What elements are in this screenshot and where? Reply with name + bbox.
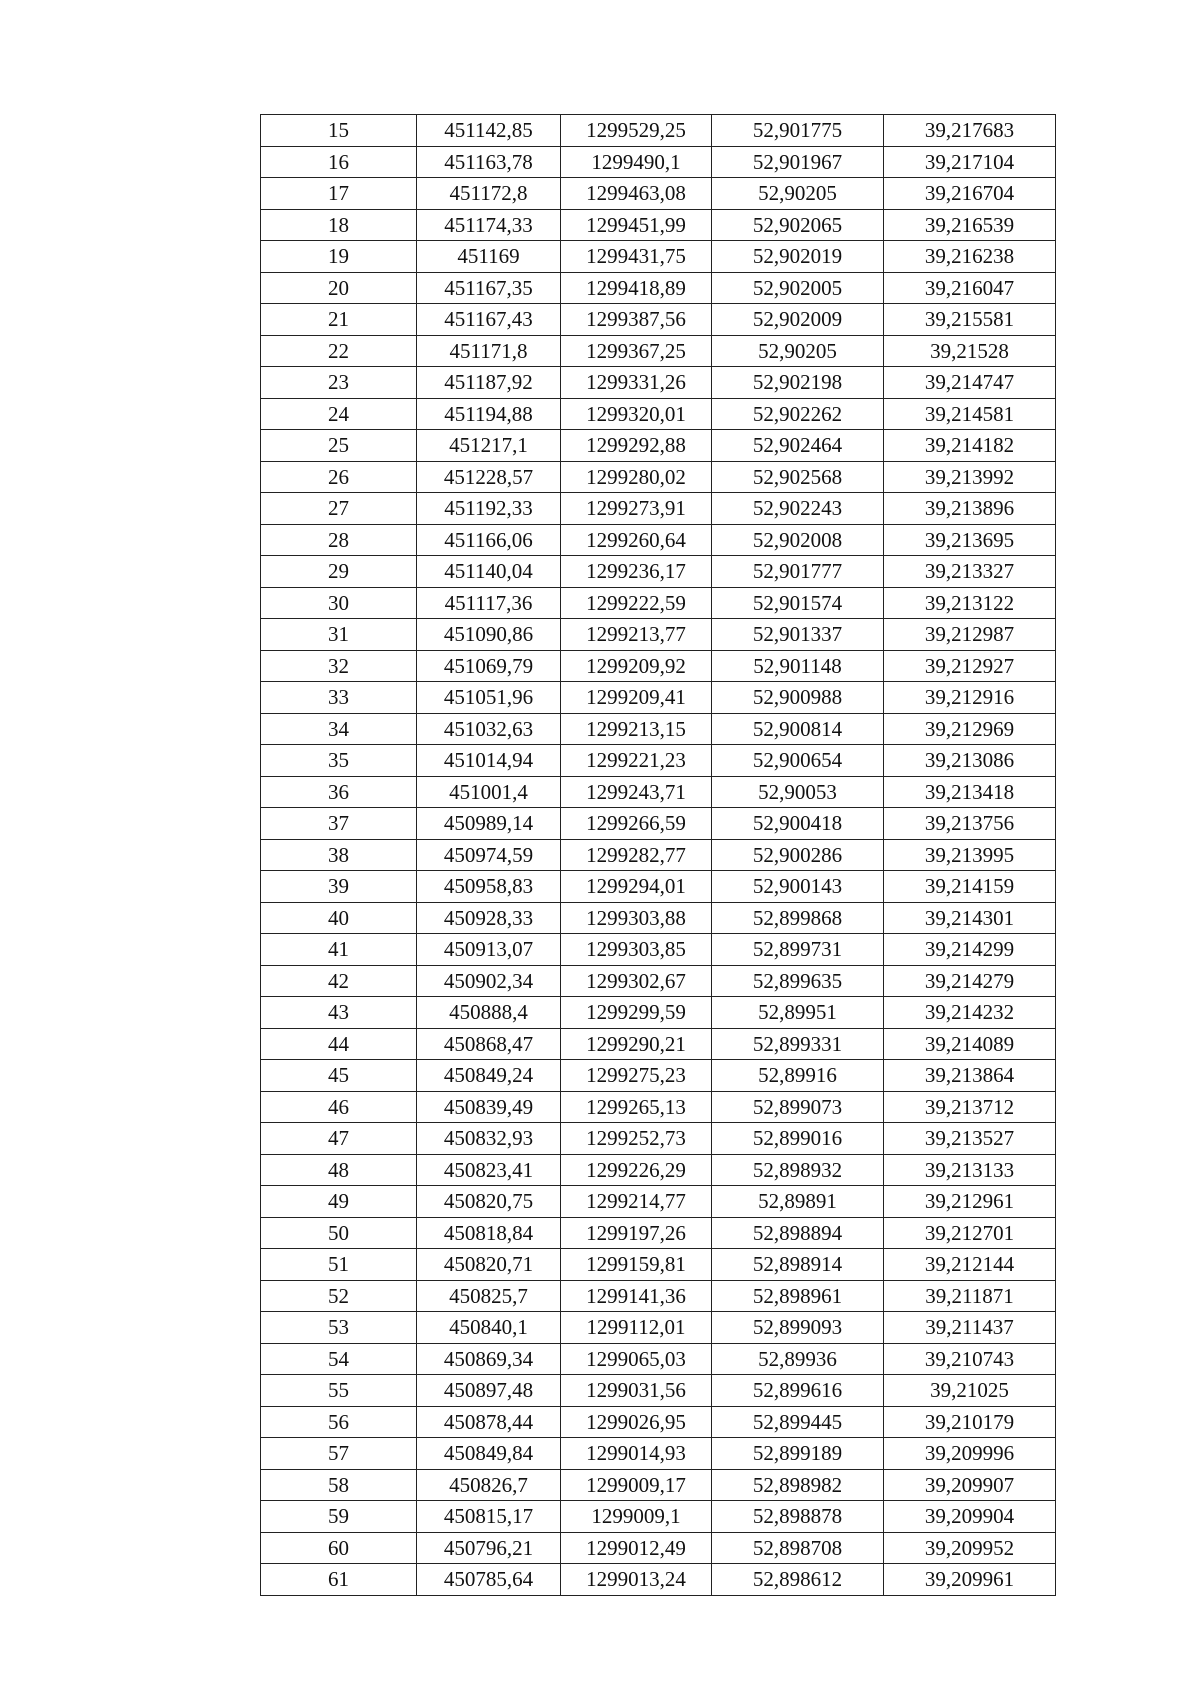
x-coordinate-cell: 451169 xyxy=(417,241,561,273)
y-coordinate-cell: 1299282,77 xyxy=(561,839,712,871)
longitude-cell: 39,214089 xyxy=(884,1028,1056,1060)
table-row xyxy=(261,619,1056,651)
point-number-cell: 44 xyxy=(261,1028,417,1060)
x-coordinate-cell: 450832,93 xyxy=(417,1123,561,1155)
longitude-cell: 39,211437 xyxy=(884,1312,1056,1344)
latitude-cell: 52,89951 xyxy=(712,997,884,1029)
point-number-cell: 59 xyxy=(261,1501,417,1533)
table-row xyxy=(261,1564,1056,1596)
table-row xyxy=(261,713,1056,745)
table-row xyxy=(261,1154,1056,1186)
y-coordinate-cell: 1299331,26 xyxy=(561,367,712,399)
y-coordinate-cell: 1299280,02 xyxy=(561,461,712,493)
x-coordinate-cell: 450902,34 xyxy=(417,965,561,997)
longitude-cell: 39,212144 xyxy=(884,1249,1056,1281)
point-number-cell: 26 xyxy=(261,461,417,493)
longitude-cell: 39,213527 xyxy=(884,1123,1056,1155)
latitude-cell: 52,898982 xyxy=(712,1469,884,1501)
y-coordinate-cell: 1299302,67 xyxy=(561,965,712,997)
y-coordinate-cell: 1299431,75 xyxy=(561,241,712,273)
y-coordinate-cell: 1299418,89 xyxy=(561,272,712,304)
latitude-cell: 52,899016 xyxy=(712,1123,884,1155)
x-coordinate-cell: 450840,1 xyxy=(417,1312,561,1344)
longitude-cell: 39,216539 xyxy=(884,209,1056,241)
x-coordinate-cell: 450796,21 xyxy=(417,1532,561,1564)
point-number-cell: 49 xyxy=(261,1186,417,1218)
latitude-cell: 52,899073 xyxy=(712,1091,884,1123)
y-coordinate-cell: 1299141,36 xyxy=(561,1280,712,1312)
point-number-cell: 29 xyxy=(261,556,417,588)
table-row xyxy=(261,493,1056,525)
table-row xyxy=(261,1217,1056,1249)
x-coordinate-cell: 450825,7 xyxy=(417,1280,561,1312)
point-number-cell: 23 xyxy=(261,367,417,399)
x-coordinate-cell: 450913,07 xyxy=(417,934,561,966)
table-row xyxy=(261,1249,1056,1281)
point-number-cell: 32 xyxy=(261,650,417,682)
longitude-cell: 39,210743 xyxy=(884,1343,1056,1375)
point-number-cell: 24 xyxy=(261,398,417,430)
y-coordinate-cell: 1299213,77 xyxy=(561,619,712,651)
y-coordinate-cell: 1299226,29 xyxy=(561,1154,712,1186)
y-coordinate-cell: 1299013,24 xyxy=(561,1564,712,1596)
table-row xyxy=(261,1280,1056,1312)
latitude-cell: 52,899331 xyxy=(712,1028,884,1060)
x-coordinate-cell: 450989,14 xyxy=(417,808,561,840)
latitude-cell: 52,898961 xyxy=(712,1280,884,1312)
table-row xyxy=(261,1343,1056,1375)
x-coordinate-cell: 450849,24 xyxy=(417,1060,561,1092)
longitude-cell: 39,213133 xyxy=(884,1154,1056,1186)
longitude-cell: 39,214747 xyxy=(884,367,1056,399)
y-coordinate-cell: 1299209,41 xyxy=(561,682,712,714)
x-coordinate-cell: 451174,33 xyxy=(417,209,561,241)
y-coordinate-cell: 1299320,01 xyxy=(561,398,712,430)
y-coordinate-cell: 1299367,25 xyxy=(561,335,712,367)
table-row xyxy=(261,430,1056,462)
longitude-cell: 39,214279 xyxy=(884,965,1056,997)
latitude-cell: 52,90205 xyxy=(712,335,884,367)
longitude-cell: 39,212969 xyxy=(884,713,1056,745)
point-number-cell: 47 xyxy=(261,1123,417,1155)
longitude-cell: 39,21025 xyxy=(884,1375,1056,1407)
y-coordinate-cell: 1299221,23 xyxy=(561,745,712,777)
y-coordinate-cell: 1299009,1 xyxy=(561,1501,712,1533)
y-coordinate-cell: 1299451,99 xyxy=(561,209,712,241)
table-row xyxy=(261,241,1056,273)
point-number-cell: 15 xyxy=(261,115,417,147)
y-coordinate-cell: 1299112,01 xyxy=(561,1312,712,1344)
point-number-cell: 17 xyxy=(261,178,417,210)
point-number-cell: 54 xyxy=(261,1343,417,1375)
point-number-cell: 46 xyxy=(261,1091,417,1123)
longitude-cell: 39,213086 xyxy=(884,745,1056,777)
x-coordinate-cell: 450785,64 xyxy=(417,1564,561,1596)
point-number-cell: 35 xyxy=(261,745,417,777)
point-number-cell: 56 xyxy=(261,1406,417,1438)
latitude-cell: 52,902065 xyxy=(712,209,884,241)
longitude-cell: 39,209961 xyxy=(884,1564,1056,1596)
longitude-cell: 39,214159 xyxy=(884,871,1056,903)
x-coordinate-cell: 450868,47 xyxy=(417,1028,561,1060)
point-number-cell: 30 xyxy=(261,587,417,619)
x-coordinate-cell: 451069,79 xyxy=(417,650,561,682)
latitude-cell: 52,898612 xyxy=(712,1564,884,1596)
latitude-cell: 52,902243 xyxy=(712,493,884,525)
table-body xyxy=(261,115,1056,1596)
x-coordinate-cell: 451140,04 xyxy=(417,556,561,588)
longitude-cell: 39,213712 xyxy=(884,1091,1056,1123)
latitude-cell: 52,901775 xyxy=(712,115,884,147)
table-row xyxy=(261,146,1056,178)
table-row xyxy=(261,682,1056,714)
longitude-cell: 39,213122 xyxy=(884,587,1056,619)
latitude-cell: 52,90205 xyxy=(712,178,884,210)
point-number-cell: 55 xyxy=(261,1375,417,1407)
point-number-cell: 28 xyxy=(261,524,417,556)
x-coordinate-cell: 450823,41 xyxy=(417,1154,561,1186)
y-coordinate-cell: 1299026,95 xyxy=(561,1406,712,1438)
longitude-cell: 39,212961 xyxy=(884,1186,1056,1218)
y-coordinate-cell: 1299292,88 xyxy=(561,430,712,462)
table-row xyxy=(261,556,1056,588)
y-coordinate-cell: 1299243,71 xyxy=(561,776,712,808)
table-row xyxy=(261,587,1056,619)
point-number-cell: 61 xyxy=(261,1564,417,1596)
longitude-cell: 39,213992 xyxy=(884,461,1056,493)
x-coordinate-cell: 450818,84 xyxy=(417,1217,561,1249)
latitude-cell: 52,898878 xyxy=(712,1501,884,1533)
x-coordinate-cell: 451166,06 xyxy=(417,524,561,556)
latitude-cell: 52,899616 xyxy=(712,1375,884,1407)
latitude-cell: 52,902464 xyxy=(712,430,884,462)
table-row xyxy=(261,1186,1056,1218)
x-coordinate-cell: 450820,71 xyxy=(417,1249,561,1281)
y-coordinate-cell: 1299159,81 xyxy=(561,1249,712,1281)
y-coordinate-cell: 1299252,73 xyxy=(561,1123,712,1155)
y-coordinate-cell: 1299303,85 xyxy=(561,934,712,966)
x-coordinate-cell: 451117,36 xyxy=(417,587,561,619)
y-coordinate-cell: 1299209,92 xyxy=(561,650,712,682)
x-coordinate-cell: 450849,84 xyxy=(417,1438,561,1470)
latitude-cell: 52,900418 xyxy=(712,808,884,840)
longitude-cell: 39,209904 xyxy=(884,1501,1056,1533)
table-row xyxy=(261,367,1056,399)
longitude-cell: 39,211871 xyxy=(884,1280,1056,1312)
longitude-cell: 39,212987 xyxy=(884,619,1056,651)
longitude-cell: 39,213327 xyxy=(884,556,1056,588)
point-number-cell: 20 xyxy=(261,272,417,304)
table-row xyxy=(261,1469,1056,1501)
table-row xyxy=(261,461,1056,493)
table-row xyxy=(261,1060,1056,1092)
table-row xyxy=(261,209,1056,241)
table-row xyxy=(261,178,1056,210)
y-coordinate-cell: 1299290,21 xyxy=(561,1028,712,1060)
latitude-cell: 52,899093 xyxy=(712,1312,884,1344)
latitude-cell: 52,898932 xyxy=(712,1154,884,1186)
x-coordinate-cell: 450826,7 xyxy=(417,1469,561,1501)
y-coordinate-cell: 1299273,91 xyxy=(561,493,712,525)
point-number-cell: 57 xyxy=(261,1438,417,1470)
point-number-cell: 42 xyxy=(261,965,417,997)
latitude-cell: 52,89916 xyxy=(712,1060,884,1092)
table-row xyxy=(261,1406,1056,1438)
table-row xyxy=(261,1438,1056,1470)
table-row xyxy=(261,1532,1056,1564)
table-row xyxy=(261,1312,1056,1344)
table-row xyxy=(261,1028,1056,1060)
point-number-cell: 45 xyxy=(261,1060,417,1092)
table-row xyxy=(261,398,1056,430)
latitude-cell: 52,899635 xyxy=(712,965,884,997)
x-coordinate-cell: 451001,4 xyxy=(417,776,561,808)
x-coordinate-cell: 451194,88 xyxy=(417,398,561,430)
point-number-cell: 52 xyxy=(261,1280,417,1312)
x-coordinate-cell: 451171,8 xyxy=(417,335,561,367)
table-row xyxy=(261,335,1056,367)
x-coordinate-cell: 451172,8 xyxy=(417,178,561,210)
y-coordinate-cell: 1299014,93 xyxy=(561,1438,712,1470)
x-coordinate-cell: 450928,33 xyxy=(417,902,561,934)
latitude-cell: 52,899189 xyxy=(712,1438,884,1470)
point-number-cell: 31 xyxy=(261,619,417,651)
table-row xyxy=(261,808,1056,840)
longitude-cell: 39,213896 xyxy=(884,493,1056,525)
latitude-cell: 52,900654 xyxy=(712,745,884,777)
latitude-cell: 52,901574 xyxy=(712,587,884,619)
x-coordinate-cell: 451014,94 xyxy=(417,745,561,777)
latitude-cell: 52,900286 xyxy=(712,839,884,871)
latitude-cell: 52,899445 xyxy=(712,1406,884,1438)
point-number-cell: 19 xyxy=(261,241,417,273)
point-number-cell: 48 xyxy=(261,1154,417,1186)
y-coordinate-cell: 1299065,03 xyxy=(561,1343,712,1375)
latitude-cell: 52,899731 xyxy=(712,934,884,966)
table-row xyxy=(261,115,1056,147)
latitude-cell: 52,898914 xyxy=(712,1249,884,1281)
x-coordinate-cell: 451167,35 xyxy=(417,272,561,304)
latitude-cell: 52,901777 xyxy=(712,556,884,588)
x-coordinate-cell: 451192,33 xyxy=(417,493,561,525)
latitude-cell: 52,899868 xyxy=(712,902,884,934)
point-number-cell: 50 xyxy=(261,1217,417,1249)
point-number-cell: 18 xyxy=(261,209,417,241)
longitude-cell: 39,214232 xyxy=(884,997,1056,1029)
latitude-cell: 52,900988 xyxy=(712,682,884,714)
longitude-cell: 39,214299 xyxy=(884,934,1056,966)
longitude-cell: 39,214182 xyxy=(884,430,1056,462)
latitude-cell: 52,898708 xyxy=(712,1532,884,1564)
table-row xyxy=(261,902,1056,934)
y-coordinate-cell: 1299222,59 xyxy=(561,587,712,619)
latitude-cell: 52,902019 xyxy=(712,241,884,273)
x-coordinate-cell: 450878,44 xyxy=(417,1406,561,1438)
y-coordinate-cell: 1299012,49 xyxy=(561,1532,712,1564)
coordinates-table xyxy=(260,114,1056,1596)
x-coordinate-cell: 450820,75 xyxy=(417,1186,561,1218)
latitude-cell: 52,901148 xyxy=(712,650,884,682)
point-number-cell: 37 xyxy=(261,808,417,840)
table-row xyxy=(261,524,1056,556)
longitude-cell: 39,212701 xyxy=(884,1217,1056,1249)
table-row xyxy=(261,304,1056,336)
table-row xyxy=(261,997,1056,1029)
latitude-cell: 52,900814 xyxy=(712,713,884,745)
longitude-cell: 39,213864 xyxy=(884,1060,1056,1092)
x-coordinate-cell: 451167,43 xyxy=(417,304,561,336)
point-number-cell: 39 xyxy=(261,871,417,903)
y-coordinate-cell: 1299214,77 xyxy=(561,1186,712,1218)
x-coordinate-cell: 450958,83 xyxy=(417,871,561,903)
point-number-cell: 60 xyxy=(261,1532,417,1564)
point-number-cell: 38 xyxy=(261,839,417,871)
y-coordinate-cell: 1299265,13 xyxy=(561,1091,712,1123)
x-coordinate-cell: 451187,92 xyxy=(417,367,561,399)
latitude-cell: 52,89936 xyxy=(712,1343,884,1375)
table-row xyxy=(261,745,1056,777)
y-coordinate-cell: 1299197,26 xyxy=(561,1217,712,1249)
x-coordinate-cell: 450815,17 xyxy=(417,1501,561,1533)
latitude-cell: 52,902262 xyxy=(712,398,884,430)
longitude-cell: 39,213695 xyxy=(884,524,1056,556)
x-coordinate-cell: 451142,85 xyxy=(417,115,561,147)
y-coordinate-cell: 1299490,1 xyxy=(561,146,712,178)
point-number-cell: 40 xyxy=(261,902,417,934)
longitude-cell: 39,21528 xyxy=(884,335,1056,367)
y-coordinate-cell: 1299463,08 xyxy=(561,178,712,210)
x-coordinate-cell: 450897,48 xyxy=(417,1375,561,1407)
latitude-cell: 52,89891 xyxy=(712,1186,884,1218)
table-row xyxy=(261,1123,1056,1155)
table-row xyxy=(261,1091,1056,1123)
table-row xyxy=(261,839,1056,871)
table-row xyxy=(261,934,1056,966)
x-coordinate-cell: 450974,59 xyxy=(417,839,561,871)
longitude-cell: 39,216238 xyxy=(884,241,1056,273)
table-row xyxy=(261,272,1056,304)
latitude-cell: 52,901337 xyxy=(712,619,884,651)
longitude-cell: 39,213418 xyxy=(884,776,1056,808)
latitude-cell: 52,901967 xyxy=(712,146,884,178)
longitude-cell: 39,215581 xyxy=(884,304,1056,336)
x-coordinate-cell: 450888,4 xyxy=(417,997,561,1029)
x-coordinate-cell: 451163,78 xyxy=(417,146,561,178)
longitude-cell: 39,210179 xyxy=(884,1406,1056,1438)
point-number-cell: 51 xyxy=(261,1249,417,1281)
point-number-cell: 36 xyxy=(261,776,417,808)
longitude-cell: 39,214581 xyxy=(884,398,1056,430)
y-coordinate-cell: 1299294,01 xyxy=(561,871,712,903)
table-row xyxy=(261,1375,1056,1407)
longitude-cell: 39,217683 xyxy=(884,115,1056,147)
y-coordinate-cell: 1299387,56 xyxy=(561,304,712,336)
point-number-cell: 58 xyxy=(261,1469,417,1501)
y-coordinate-cell: 1299529,25 xyxy=(561,115,712,147)
table-row xyxy=(261,1501,1056,1533)
y-coordinate-cell: 1299303,88 xyxy=(561,902,712,934)
y-coordinate-cell: 1299213,15 xyxy=(561,713,712,745)
point-number-cell: 41 xyxy=(261,934,417,966)
point-number-cell: 53 xyxy=(261,1312,417,1344)
latitude-cell: 52,902198 xyxy=(712,367,884,399)
longitude-cell: 39,209996 xyxy=(884,1438,1056,1470)
point-number-cell: 21 xyxy=(261,304,417,336)
x-coordinate-cell: 451051,96 xyxy=(417,682,561,714)
x-coordinate-cell: 451217,1 xyxy=(417,430,561,462)
y-coordinate-cell: 1299031,56 xyxy=(561,1375,712,1407)
y-coordinate-cell: 1299266,59 xyxy=(561,808,712,840)
point-number-cell: 25 xyxy=(261,430,417,462)
x-coordinate-cell: 451032,63 xyxy=(417,713,561,745)
table-row xyxy=(261,776,1056,808)
longitude-cell: 39,216704 xyxy=(884,178,1056,210)
point-number-cell: 27 xyxy=(261,493,417,525)
longitude-cell: 39,212927 xyxy=(884,650,1056,682)
point-number-cell: 16 xyxy=(261,146,417,178)
point-number-cell: 34 xyxy=(261,713,417,745)
longitude-cell: 39,213756 xyxy=(884,808,1056,840)
y-coordinate-cell: 1299299,59 xyxy=(561,997,712,1029)
x-coordinate-cell: 451090,86 xyxy=(417,619,561,651)
table-row xyxy=(261,871,1056,903)
y-coordinate-cell: 1299260,64 xyxy=(561,524,712,556)
x-coordinate-cell: 450839,49 xyxy=(417,1091,561,1123)
latitude-cell: 52,902009 xyxy=(712,304,884,336)
longitude-cell: 39,209907 xyxy=(884,1469,1056,1501)
latitude-cell: 52,900143 xyxy=(712,871,884,903)
x-coordinate-cell: 451228,57 xyxy=(417,461,561,493)
x-coordinate-cell: 450869,34 xyxy=(417,1343,561,1375)
longitude-cell: 39,214301 xyxy=(884,902,1056,934)
latitude-cell: 52,902008 xyxy=(712,524,884,556)
table-row xyxy=(261,650,1056,682)
y-coordinate-cell: 1299275,23 xyxy=(561,1060,712,1092)
point-number-cell: 43 xyxy=(261,997,417,1029)
longitude-cell: 39,212916 xyxy=(884,682,1056,714)
latitude-cell: 52,90053 xyxy=(712,776,884,808)
point-number-cell: 22 xyxy=(261,335,417,367)
latitude-cell: 52,898894 xyxy=(712,1217,884,1249)
longitude-cell: 39,216047 xyxy=(884,272,1056,304)
point-number-cell: 33 xyxy=(261,682,417,714)
longitude-cell: 39,217104 xyxy=(884,146,1056,178)
longitude-cell: 39,213995 xyxy=(884,839,1056,871)
y-coordinate-cell: 1299236,17 xyxy=(561,556,712,588)
longitude-cell: 39,209952 xyxy=(884,1532,1056,1564)
table-row xyxy=(261,965,1056,997)
y-coordinate-cell: 1299009,17 xyxy=(561,1469,712,1501)
latitude-cell: 52,902568 xyxy=(712,461,884,493)
latitude-cell: 52,902005 xyxy=(712,272,884,304)
